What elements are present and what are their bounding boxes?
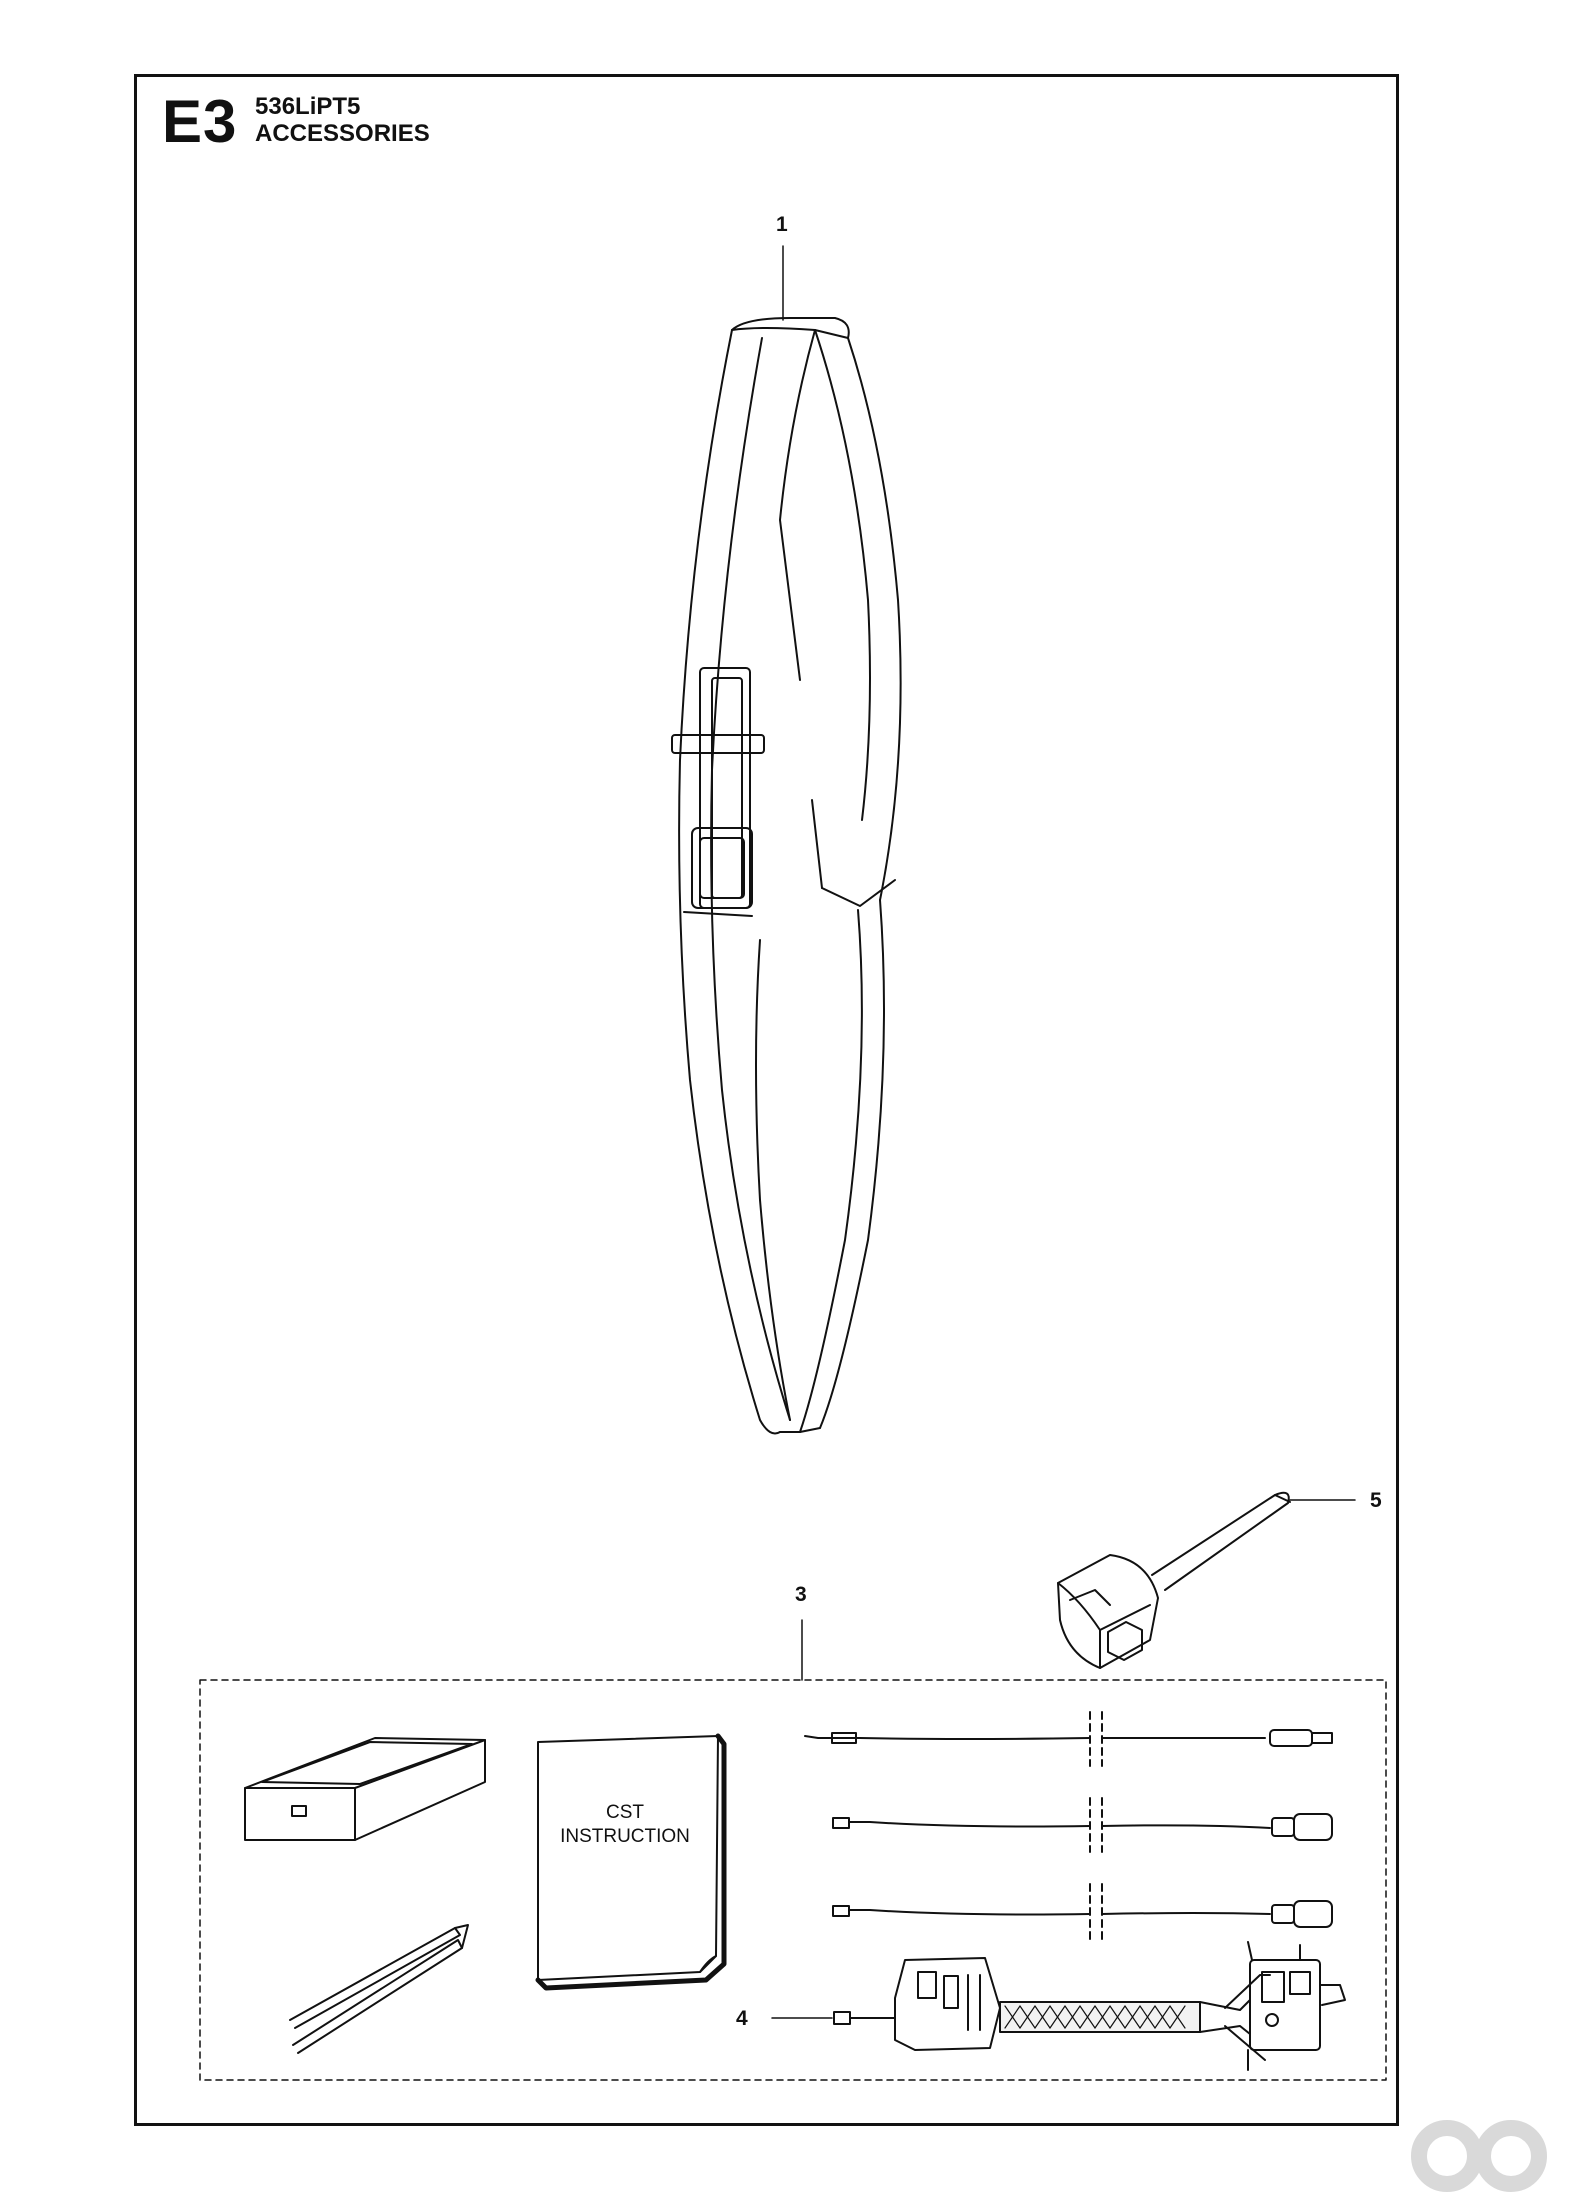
booklet-label: [530, 1801, 720, 1849]
kit-cable-3: [833, 1884, 1332, 1940]
model-name: 536LiPT5: [255, 93, 361, 120]
callout-3: 3: [795, 1583, 807, 1606]
section-code: E3: [162, 88, 238, 155]
harness-strap: [672, 246, 901, 1434]
callout-5: 5: [1370, 1489, 1382, 1512]
kit-cable-2: [833, 1798, 1332, 1852]
socket-wrench: [1058, 1493, 1355, 1668]
kit-cable-1: [805, 1712, 1332, 1766]
page-title: ACCESSORIES: [255, 120, 430, 147]
kit-box: [245, 1738, 485, 1840]
callout-1: 1: [776, 213, 788, 236]
booklet-line-1: CST: [606, 1802, 644, 1823]
booklet-line-2: INSTRUCTION: [560, 1825, 690, 1847]
kit-tweezers: [290, 1925, 468, 2053]
connector-cable: [772, 1942, 1345, 2070]
callout-4: 4: [736, 2007, 748, 2030]
service-kit: [200, 1620, 1386, 2080]
logo-mark-icon: [1405, 2116, 1555, 2196]
kit-booklet: [538, 1736, 724, 1988]
